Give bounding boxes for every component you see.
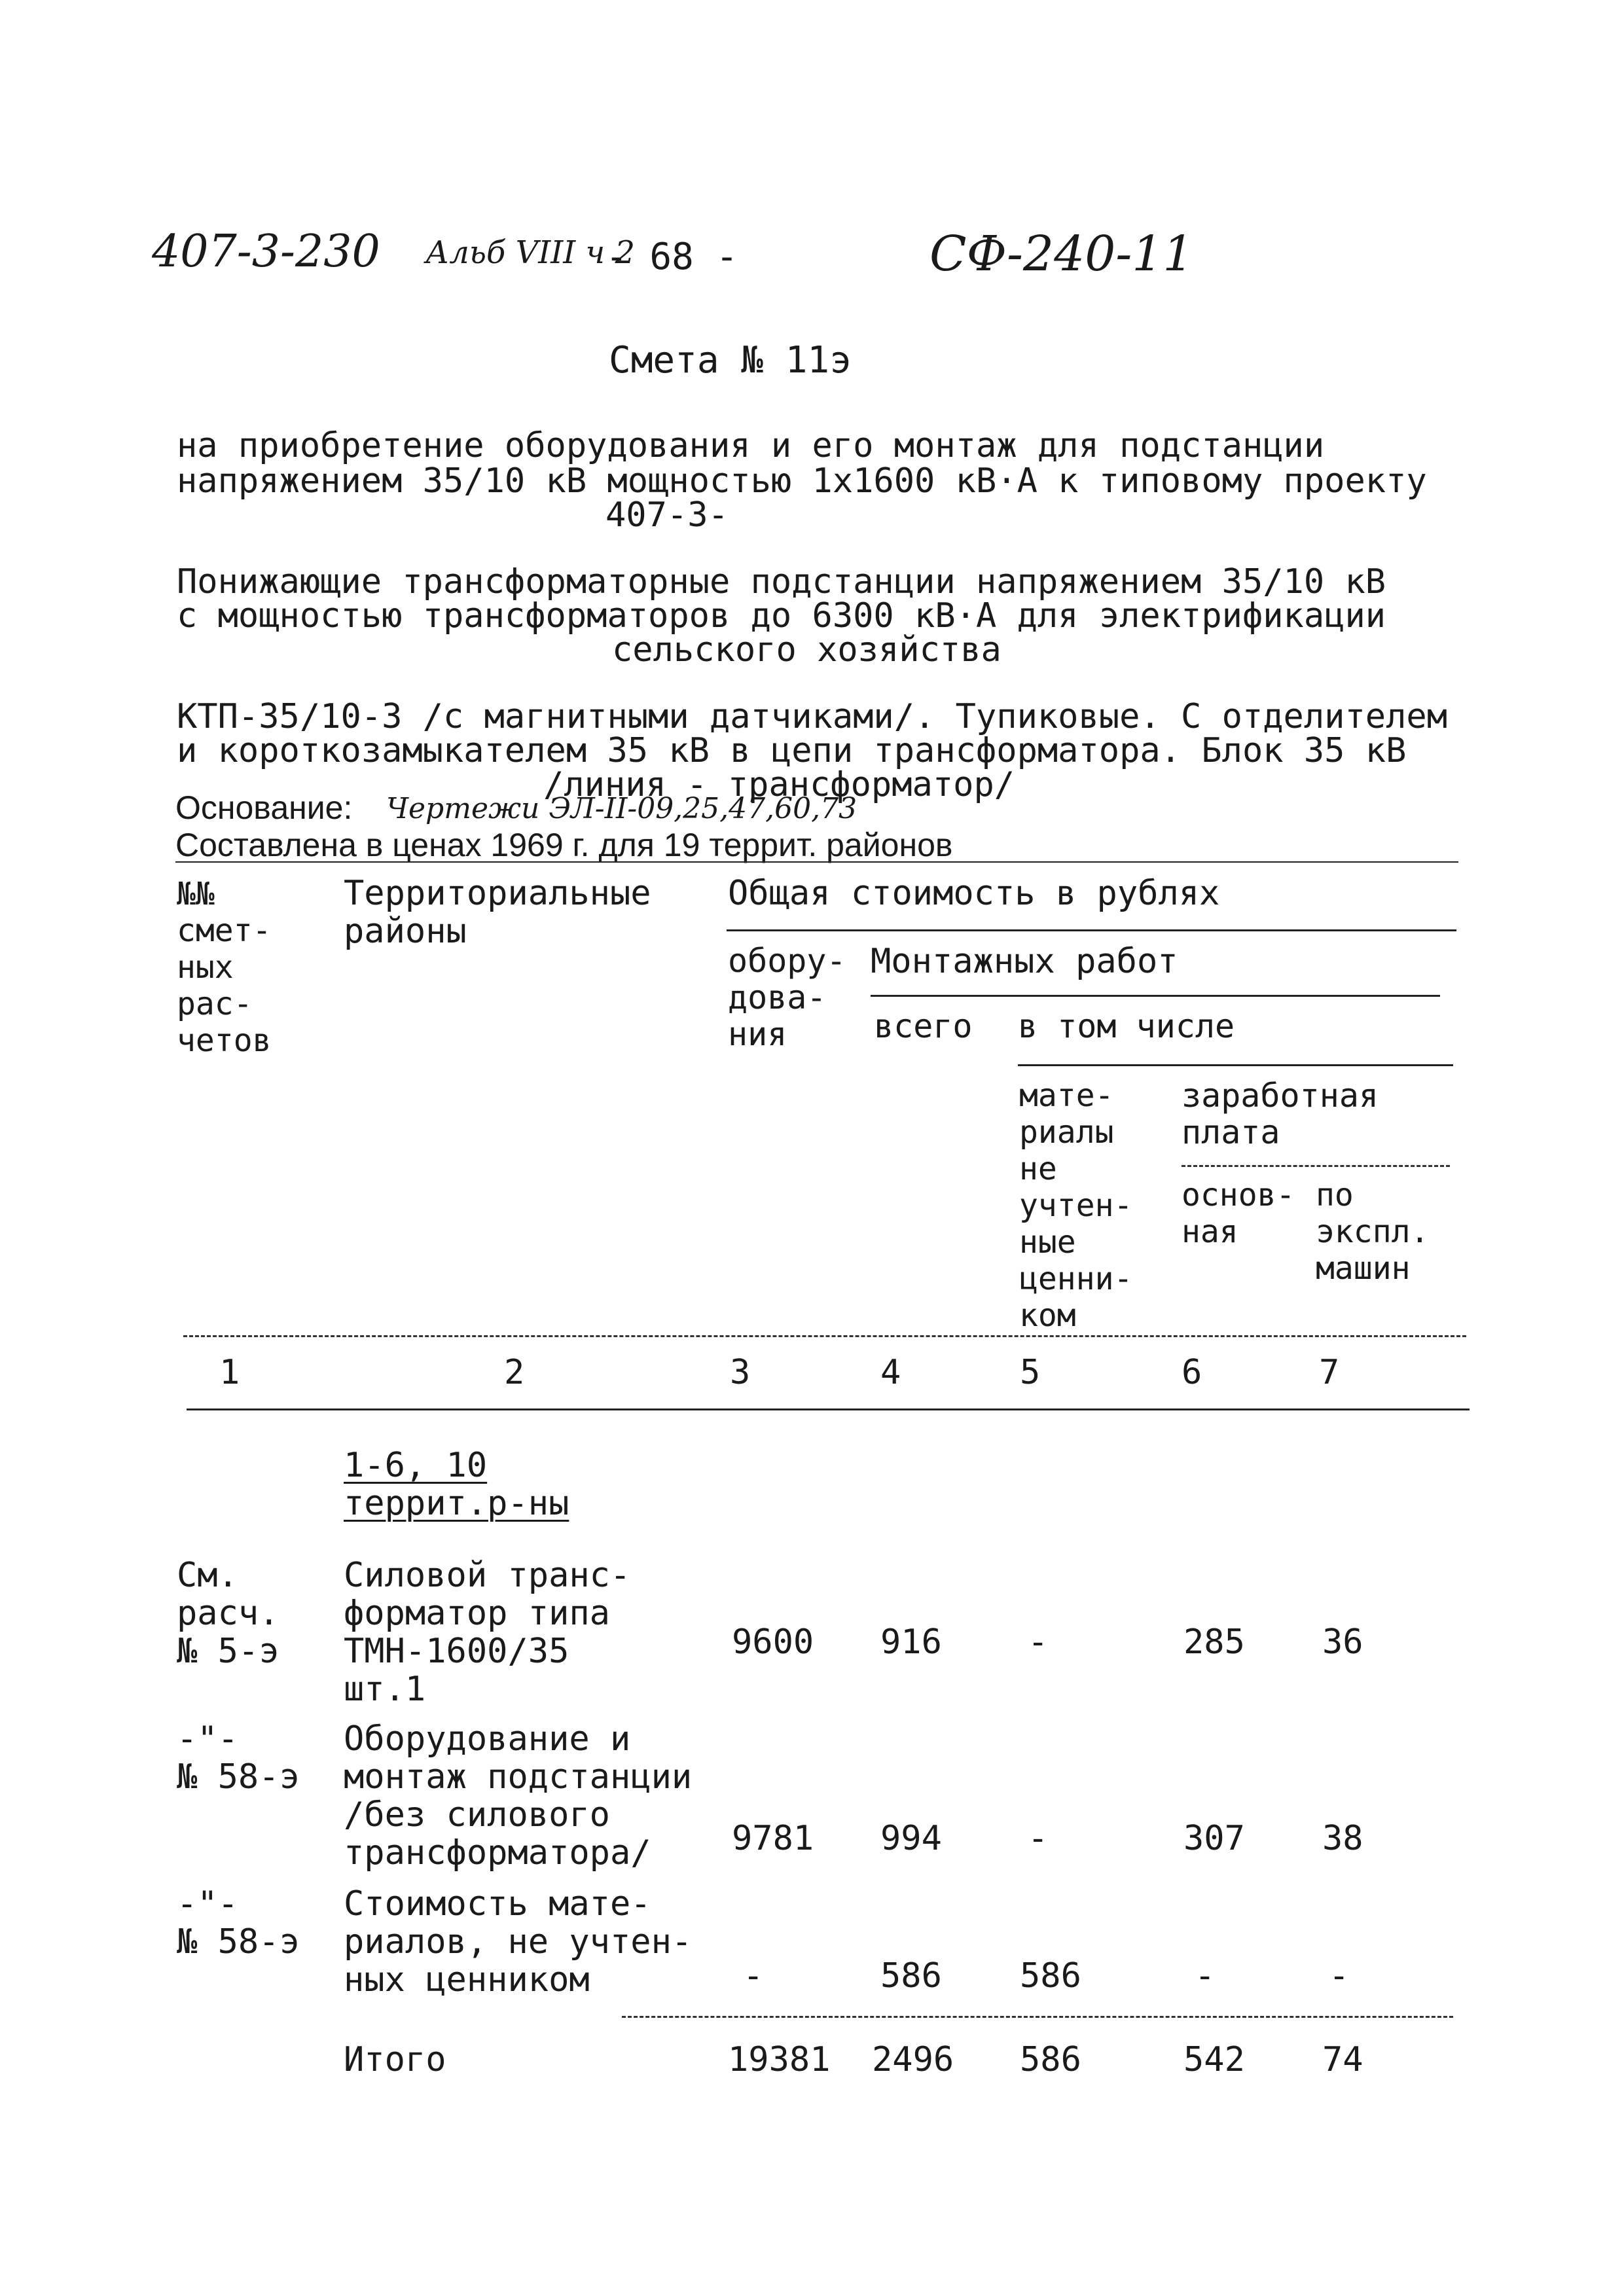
total-machines: 74 (1322, 2040, 1363, 2079)
row-2-basic: 307 (1183, 1819, 1245, 1858)
compiled-note: Составлена в ценах 1969 г. для 19 террит. районов (175, 827, 953, 863)
ktp-line-1: КТП-35/10-3 /с магнитными датчиками/. Тупиковые. С отделителем (177, 697, 1448, 736)
title-line-2: напряжением 35/10 кВ мощностью 1x1600 кВ·А к типовому проекту (177, 461, 1427, 501)
row-2-machines: 38 (1322, 1819, 1363, 1858)
basis-label: Основание: (175, 789, 353, 826)
row-1-machines: 36 (1322, 1623, 1363, 1662)
row-3-equipment: - (743, 1956, 764, 1996)
col-number-4: 4 (880, 1353, 901, 1392)
page-number: - 68 - (605, 236, 738, 278)
row-1-name: Силовой транс- форматор типа ТМН-1600/35 шт.1 (344, 1556, 631, 1709)
row-2-materials: - (1028, 1819, 1049, 1858)
row-2-all: 994 (880, 1819, 942, 1858)
col-number-2: 2 (504, 1353, 525, 1392)
total-all: 2496 (872, 2040, 954, 2079)
doc-code: 407-3-230 (152, 226, 380, 278)
total-materials: 586 (1020, 2040, 1081, 2079)
sheet-code: СФ-240-11 (929, 226, 1194, 282)
col-number-5: 5 (1020, 1353, 1041, 1392)
row-1-all: 916 (880, 1623, 942, 1662)
title-line-1: на приобретение оборудования и его монтаж для подстанции (177, 426, 1325, 465)
header-machines: по экспл. машин (1316, 1177, 1430, 1287)
basis-drawings: Чертежи ЭЛ-II-09,25,47,60,73 (386, 792, 857, 825)
col-number-6: 6 (1182, 1353, 1202, 1392)
project-line-1: Понижающие трансформаторные подстанции напряжением 35/10 кВ (177, 562, 1386, 601)
header-col-districts: Территориальные районы (344, 874, 651, 951)
row-1-ref: См. расч. № 5-э (177, 1556, 280, 1671)
header-all: всего (874, 1007, 973, 1045)
header-materials: мате- риалы не учтен- ные ценни- ком (1019, 1077, 1133, 1334)
col-number-1: 1 (219, 1353, 240, 1392)
header-including: в том числе (1018, 1007, 1235, 1045)
header-montage: Монтажных работ (871, 942, 1178, 981)
col-number-3: 3 (730, 1353, 751, 1392)
title-line-3: 407-3- (605, 495, 729, 535)
header-salary: заработная плата (1182, 1077, 1379, 1151)
row-3-name: Стоимость мате- риалов, не учтен- ных ценником (344, 1884, 693, 2000)
header-equipment: обору- дова- ния (728, 942, 846, 1053)
album-number: Альб VIII ч 2 (425, 234, 636, 271)
row-3-materials: 586 (1020, 1956, 1081, 1996)
row-2-ref: -"- № 58-э (177, 1719, 300, 1797)
ktp-line-3: /линия - трансформатор/ (543, 765, 1015, 804)
row-3-ref: -"- № 58-э (177, 1884, 300, 1962)
header-col-estimate-number: №№ смет- ных рас- четов (177, 876, 272, 1059)
row-1-basic: 285 (1183, 1623, 1245, 1662)
total-basic: 542 (1183, 2040, 1245, 2079)
row-1-materials: - (1028, 1623, 1049, 1662)
total-equipment: 19381 (728, 2040, 831, 2079)
group-title: 1-6, 10 террит.р-ны (344, 1446, 569, 1523)
estimate-title: Смета № 11э (609, 339, 852, 382)
col-number-7: 7 (1319, 1353, 1340, 1392)
row-2-name: Оборудование и монтаж подстанции /без силового трансформатора/ (344, 1719, 693, 1873)
row-3-machines: - (1329, 1956, 1350, 1996)
ktp-line-2: и короткозамыкателем 35 кВ в цепи трансформатора. Блок 35 кВ (177, 731, 1407, 770)
row-3-all: 586 (880, 1956, 942, 1996)
row-2-equipment: 9781 (732, 1819, 814, 1858)
row-3-basic: - (1195, 1956, 1216, 1996)
total-label: Итого (344, 2040, 446, 2079)
project-line-2: с мощностью трансформаторов до 6300 кВ·А для электрификации (177, 596, 1386, 636)
header-total-cost: Общая стоимость в рублях (728, 874, 1220, 913)
project-line-3: сельского хозяйства (612, 630, 1001, 670)
header-basic: основ- ная (1182, 1177, 1295, 1250)
row-1-equipment: 9600 (732, 1623, 814, 1662)
